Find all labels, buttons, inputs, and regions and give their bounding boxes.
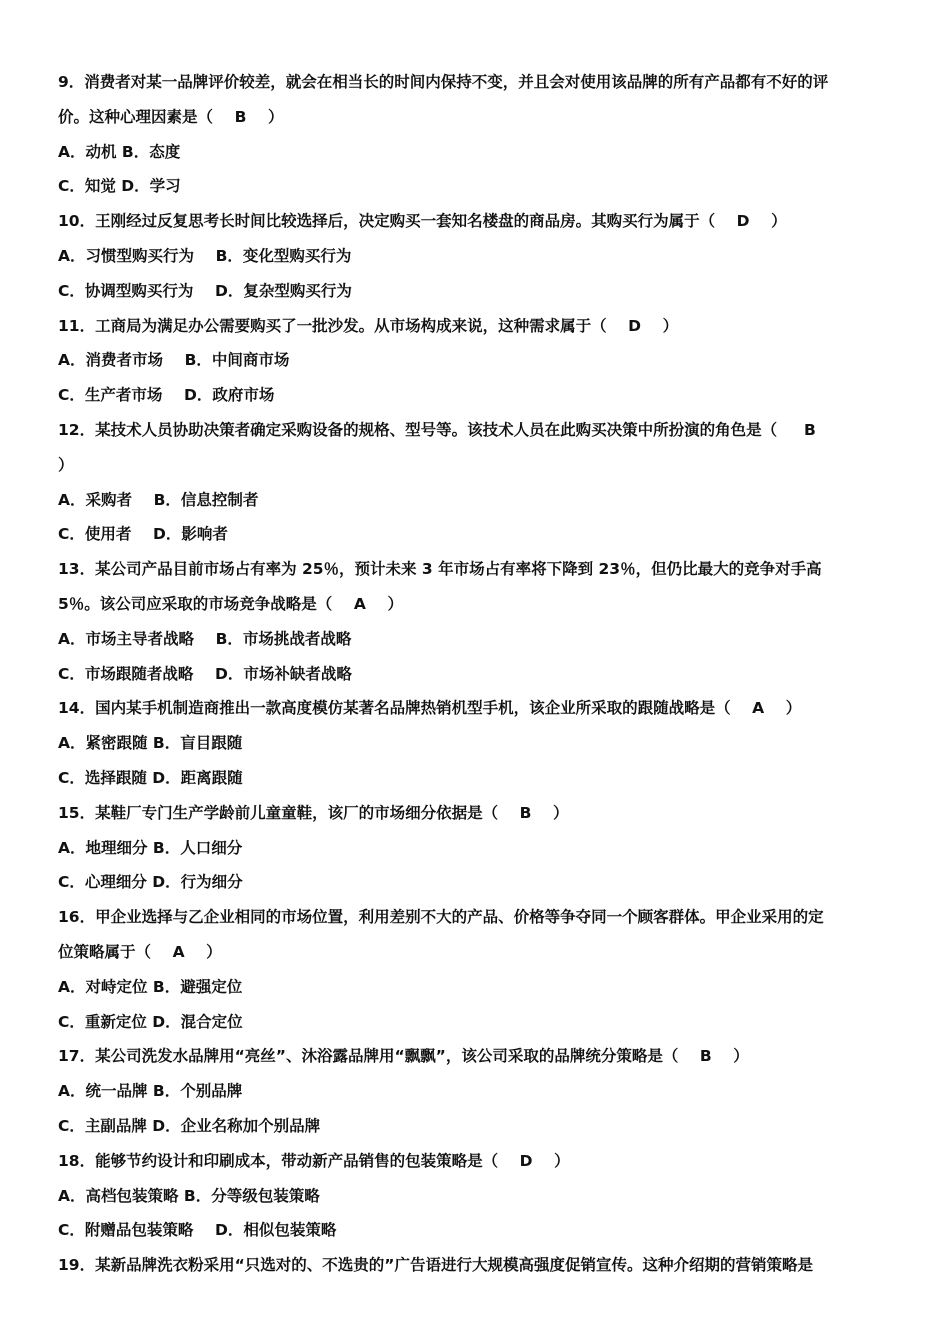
q16-options-cd: C．重新定位 D．混合定位 [58,1012,243,1031]
q17-stem: 17．某公司洗发水品牌用“亮丝”、沐浴露品牌用“飘飘”，该公司采取的品牌统分策略是（ B ） [58,1047,749,1066]
q10-options-ab: A．习惯型购买行为 B．变化型购买行为 [58,246,352,265]
q15-stem: 15．某鞋厂专门生产学龄前儿童童鞋，该厂的市场细分依据是（ B ） [58,803,569,822]
q11-options-cd: C．生产者市场 D．政府市场 [58,386,275,405]
q17-options-ab: A．统一品牌 B．个别品牌 [58,1082,243,1101]
q14-stem: 14．国内某手机制造商推出一款高度模仿某著名品牌热销机型手机，该企业所采取的跟随战略是（ A ） [58,699,802,718]
q12-options-ab: A．采购者 B．信息控制者 [58,490,259,509]
q14-options-ab: A．紧密跟随 B．盲目跟随 [58,734,243,753]
q13-stem-line2: 5％。该公司应采取的市场竞争战略是（ A ） [58,594,403,613]
q18-stem: 18．能够节约设计和印刷成本，带动新产品销售的包装策略是（ D ） [58,1151,570,1170]
q12-options-cd: C．使用者 D．影响者 [58,525,228,544]
document-page [58,70,898,1288]
q12-stem-line2: ） [58,455,74,474]
q10-stem: 10．王刚经过反复思考长时间比较选择后，决定购买一套知名楼盘的商品房。其购买行为属于（ D ） [58,212,787,231]
q13-options-cd: C．市场跟随者战略 D．市场补缺者战略 [58,664,352,683]
q13-options-ab: A．市场主导者战略 B．市场挑战者战略 [58,629,352,648]
q18-options-ab: A．高档包装策略 B．分等级包装策略 [58,1186,320,1205]
q11-stem: 11．工商局为满足办公需要购买了一批沙发。从市场构成来说，这种需求属于（ D ） [58,316,679,335]
q15-options-cd: C．心理细分 D．行为细分 [58,873,243,892]
q16-stem-line2: 位策略属于（ A ） [58,942,222,961]
q14-options-cd: C．选择跟随 D．距离跟随 [58,768,243,787]
q18-options-cd: C．附赠品包装策略 D．相似包装策略 [58,1221,337,1240]
q10-options-cd: C．协调型购买行为 D．复杂型购买行为 [58,281,352,300]
q9-stem-line1: 9．消费者对某一品牌评价较差，就会在相当长的时间内保持不变，并且会对使用该品牌的所有产品都有不好的评 [58,73,829,91]
q13-stem-line1: 13．某公司产品目前市场占有率为 25％，预计未来 3 年市场占有率将下降到 23％，但仍比最大的竞争对手高 [58,560,822,579]
q12-stem-line1: 12．某技术人员协助决策者确定采购设备的规格、型号等。该技术人员在此购买决策中所扮演的角色是（ B [58,420,816,439]
q9-options-ab: A．动机 B．态度 [58,142,181,161]
q9-options-cd: C．知觉 D．学习 [58,177,181,196]
q16-options-ab: A．对峙定位 B．避强定位 [58,977,243,996]
q19-stem: 19．某新品牌洗衣粉采用“只选对的、不选贵的”广告语进行大规模高强度促销宣传。这种介绍期的营销策略是 [58,1256,813,1275]
q15-options-ab: A．地理细分 B．人口细分 [58,838,243,857]
q16-stem-line1: 16．甲企业选择与乙企业相同的市场位置，利用差别不大的产品、价格等争夺同一个顾客群体。甲企业采用的定 [58,908,824,927]
q9-stem-line2: 价。这种心理因素是（ B ） [58,107,284,126]
q17-options-cd: C．主副品牌 D．企业名称加个别品牌 [58,1116,321,1135]
q11-options-ab: A．消费者市场 B．中间商市场 [58,351,290,370]
